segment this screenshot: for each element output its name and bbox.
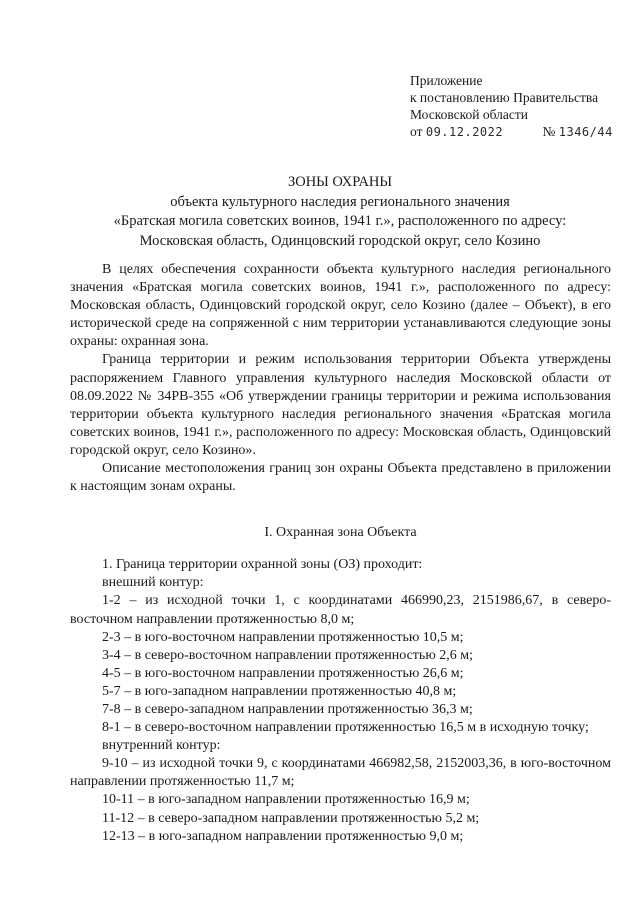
title-line-2: объекта культурного наследия регионального значения: [170, 193, 510, 210]
outer-contour-item: 4-5 – в юго-восточном направлении протяженностью 26,6 м;: [102, 665, 464, 681]
appendix-header: [410, 72, 625, 141]
outer-contour-item: 2-3 – в юго-восточном направлении протяженностью 10,5 м;: [102, 629, 464, 645]
date-prefix: от: [410, 124, 423, 139]
section-intro: 1. Граница территории охранной зоны (ОЗ) проходит:: [102, 557, 423, 573]
title-line-1: ЗОНЫ ОХРАНЫ: [287, 174, 393, 190]
appendix-line-2: к постановлению Правительства: [410, 90, 599, 105]
appendix-line-3: Московской области: [410, 107, 529, 122]
outer-contour-item: 8-1 – в северо-восточном направлении протяженностью 16,5 м в исходную точку;: [102, 720, 589, 736]
outer-contour-item: 5-7 – в юго-западном направлении протяженностью 40,8 м;: [102, 683, 457, 699]
title-line-4: Московская область, Одинцовский городской округ, село Козино: [139, 232, 541, 249]
appendix-line-1: Приложение: [410, 73, 483, 88]
outer-contour-item: 3-4 – в северо-восточном направлении протяженностью 2,6 м;: [102, 647, 474, 663]
inner-contour-label: внутренний контур:: [102, 738, 221, 754]
document-body: [70, 261, 611, 846]
number-prefix: №: [542, 124, 556, 139]
outer-contour-item: 1-2 – из исходной точки 1, с координатами 466990,23, 2151986,67, в северо-восточном направлении протяженностью 8,0 м;: [70, 593, 611, 627]
appendix-date-line: [410, 123, 625, 141]
paragraph-purpose: В целях обеспечения сохранности объекта культурного наследия регионального значения «Братская могила советских воинов, 1941 г.», расположенного по адресу: Московская область, Одинцовский городской округ, село Козино (далее – Объект), в его исторической среде на сопряженной с ним территории устанавливаются следующие зоны охраны: охранная зона.: [70, 262, 611, 350]
inner-contour-item: 12-13 – в юго-западном направлении протяженностью 9,0 м;: [102, 828, 464, 844]
outer-contour-label: внешний контур:: [102, 575, 204, 591]
inner-contour-item: 9-10 – из исходной точки 9, с координатами 466982,58, 2152003,36, в юго-восточном направлении протяженностью 11,7 м;: [70, 756, 611, 790]
document-title: [60, 173, 620, 251]
inner-contour-item: 11-12 – в северо-западном направлении протяженностью 5,2 м;: [102, 810, 480, 826]
outer-contour-item: 7-8 – в северо-западном направлении протяженностью 36,3 м;: [102, 701, 473, 717]
section-heading: I. Охранная зона Объекта: [264, 525, 417, 541]
decree-number: 1346/44: [558, 125, 613, 139]
paragraph-description: Описание местоположения границ зон охраны Объекта представлено в приложении к настоящим зонам охраны.: [70, 461, 611, 495]
decree-date: 09.12.2022: [425, 125, 504, 139]
paragraph-territory: Граница территории и режим использования территории Объекта утверждены распоряжением Главного управления культурного наследия Московской области от 08.09.2022 № 34РВ-355 «Об утверждении границы территории и режима использования территории объекта культурного наследия регионального значения «Братская могила советских воинов, 1941 г.», расположенного по адресу: Московская область, Одинцовский городской округ, село Козино».: [70, 352, 611, 458]
inner-contour-item: 10-11 – в юго-западном направлении протяженностью 16,9 м;: [102, 792, 470, 808]
title-line-3: «Братская могила советских воинов, 1941 г.», расположенного по адресу:: [113, 213, 567, 229]
